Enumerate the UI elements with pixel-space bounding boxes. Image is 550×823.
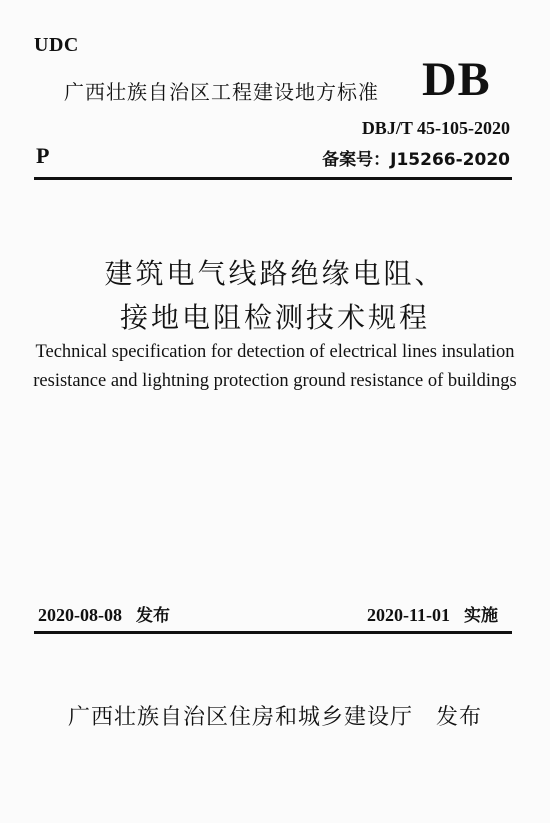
udc-label: UDC xyxy=(34,34,79,56)
db-mark: DB xyxy=(422,53,491,106)
title-chinese-line-1: 建筑电气线路绝缘电阻、 xyxy=(104,257,446,290)
title-english-line-2: resistance and lightning protection ground resistance of buildings xyxy=(33,371,517,391)
top-divider xyxy=(34,177,512,180)
issue-date: 2020-08-08 xyxy=(38,605,122,625)
implement-date: 2020-11-01 xyxy=(367,605,450,625)
implement-date-group xyxy=(367,601,498,626)
category-code: P xyxy=(36,143,50,168)
standard-authority: 广西壮族自治区工程建设地方标准 xyxy=(64,80,379,104)
standard-number: DBJ/T 45-105-2020 xyxy=(361,118,510,138)
issue-date-group xyxy=(38,601,170,626)
implement-label: 实施 xyxy=(464,606,498,626)
title-english-line-1: Technical specification for detection of electrical lines insulation xyxy=(35,342,515,362)
record-number: 备案号：J15266-2020 xyxy=(322,150,510,170)
bottom-divider xyxy=(34,631,512,634)
issue-label: 发布 xyxy=(136,606,170,626)
publisher: 广西壮族自治区住房和城乡建设厅 发布 xyxy=(67,705,482,730)
title-chinese-line-2: 接地电阻检测技术规程 xyxy=(119,301,430,334)
